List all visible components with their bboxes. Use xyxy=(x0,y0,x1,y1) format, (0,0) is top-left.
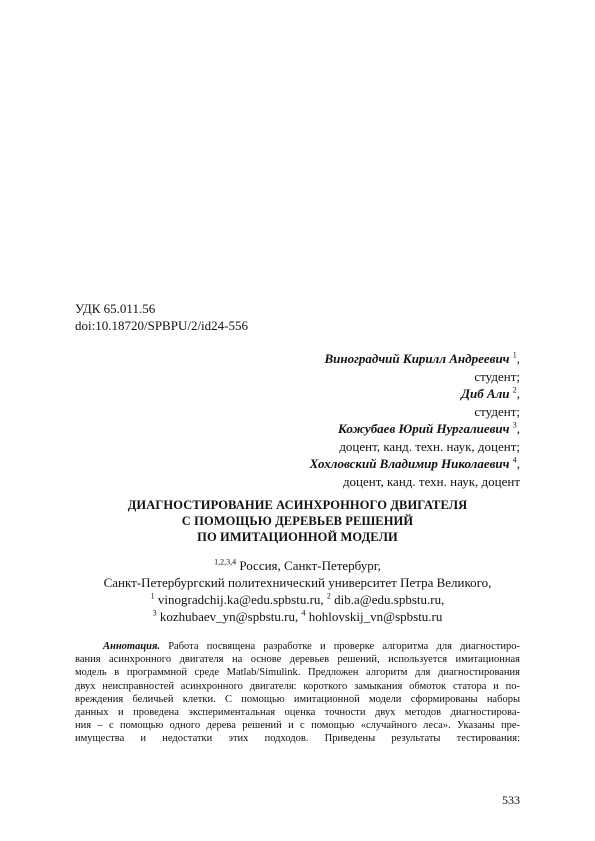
author-role: студент; xyxy=(474,368,520,384)
author-name: Виноградчий Кирилл Андреевич xyxy=(324,351,510,366)
abstract-line: имущества и недостатки этих подходов. Приведены результаты тестирования: xyxy=(75,733,520,745)
udk-code: УДК 65.011.56 xyxy=(75,301,156,316)
author-line: Диб Али $^2$, xyxy=(461,385,520,401)
email: vinogradchij.ka@edu.spbstu.ru, xyxy=(154,592,327,607)
abstract-line: Аннотация. Работа посвящена разработке и проверке алгоритма для диагностиро- xyxy=(103,641,520,652)
page-number: 533 xyxy=(502,793,520,807)
author-line: Кожубаев Юрий Нургалиевич $^3$, xyxy=(338,420,520,436)
email: hohlovskij_vn@spbstu.ru xyxy=(305,609,443,624)
paper-title xyxy=(75,497,520,545)
affiliation-university: Санкт-Петербургский политехнический университет Петра Великого, xyxy=(103,575,492,590)
author-affil-mark: 3 xyxy=(512,420,517,430)
author-name: Диб Али xyxy=(461,386,510,401)
doi: doi:10.18720/SPBPU/2/id24-556 xyxy=(75,318,248,333)
author-line: Виноградчий Кирилл Андреевич $^1$, xyxy=(324,350,520,366)
title-line: ПО ИМИТАЦИОННОЙ МОДЕЛИ xyxy=(197,530,398,544)
author-affil-mark: 1 xyxy=(512,350,517,360)
title-line: ДИАГНОСТИРОВАНИЕ АСИНХРОННОГО ДВИГАТЕЛЯ xyxy=(127,498,468,512)
title-line: С ПОМОЩЬЮ ДЕРЕВЬЕВ РЕШЕНИЙ xyxy=(181,514,414,528)
email: kozhubaev_yn@spbstu.ru, xyxy=(156,609,302,624)
author-affil-mark: 2 xyxy=(512,385,517,395)
author-affil-mark: 4 xyxy=(512,455,517,465)
author-role: доцент, канд. техн. наук, доцент; xyxy=(339,438,520,454)
abstract-label: Аннотация. xyxy=(103,641,161,652)
author-name: Кожубаев Юрий Нургалиевич xyxy=(338,421,510,436)
author-list xyxy=(120,350,520,490)
author-role: студент; xyxy=(474,403,520,419)
abstract-line: ния – с помощью одного дерева решений и с помощью «случайного леса». Указаны пре- xyxy=(75,720,520,732)
author-name: Хохловский Владимир Николаевич xyxy=(309,456,510,471)
abstract-line: двух неисправностей асинхронного двигателя: короткого замыкания обмоток статора и по- xyxy=(75,680,520,692)
abstract xyxy=(75,640,520,746)
abstract-line: данных и проведена экспериментальная оценка точности двух методов диагностирова- xyxy=(75,707,520,719)
email-line: $^3$ kozhubaev_yn@spbstu.ru, $^4$ hohlovskij_vn@spbstu.ru xyxy=(152,608,443,624)
affiliation-location: $^{1,2,3,4}$ Россия, Санкт-Петербург, xyxy=(214,557,381,573)
author-role: доцент, канд. техн. наук, доцент xyxy=(342,473,520,489)
email-line: $^1$ vinogradchij.ka@edu.spbstu.ru, $^2$ dib.a@edu.spbstu.ru, xyxy=(150,591,445,607)
author-line: Хохловский Владимир Николаевич $^4$, xyxy=(309,455,520,471)
article-meta xyxy=(75,300,248,334)
abstract-line: вания асинхронного двигателя на основе деревьев решений, используется имитационная xyxy=(75,654,520,666)
abstract-line: вреждения беличьей клетки. С помощью имитационной модели сформированы наборы xyxy=(75,693,520,705)
abstract-line: модель в программной среде Matlab/Simulink. Предложен алгоритм для диагностирования xyxy=(75,667,520,679)
affiliation-block xyxy=(75,557,520,625)
email: dib.a@edu.spbstu.ru, xyxy=(330,592,445,607)
